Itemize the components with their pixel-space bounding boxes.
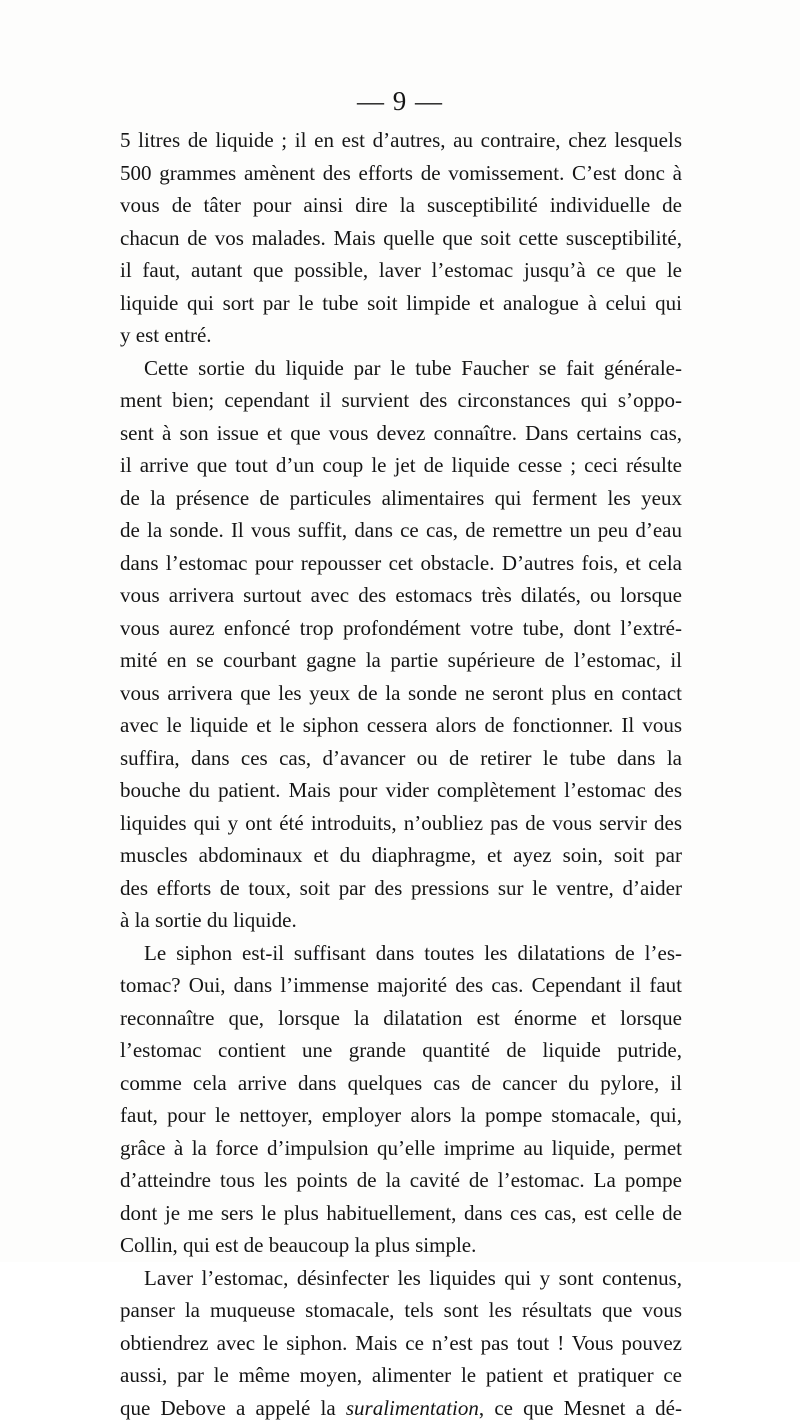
text-line: faut, pour le nettoyer, employer alors la pompe stomacale, qui, bbox=[120, 1099, 682, 1132]
text-line: ment bien; cependant il survient des circonstances qui s’oppo- bbox=[120, 384, 682, 417]
text-line: grâce à la force d’impulsion qu’elle imprime au liquide, permet bbox=[120, 1132, 682, 1165]
text-line-final bbox=[120, 1392, 682, 1424]
text-line: vous arrivera que les yeux de la sonde ne seront plus en contact bbox=[120, 677, 682, 710]
text-line: vous aurez enfoncé trop profondément votre tube, dont l’extré- bbox=[120, 612, 682, 645]
text-line: panser la muqueuse stomacale, tels sont les résultats que vous bbox=[120, 1294, 682, 1327]
text-line: dans l’estomac pour repousser cet obstacle. D’autres fois, et cela bbox=[120, 547, 682, 580]
text-line: obtiendrez avec le siphon. Mais ce n’est pas tout ! Vous pouvez bbox=[120, 1327, 682, 1360]
text-line: liquide qui sort par le tube soit limpide et analogue à celui qui bbox=[120, 287, 682, 320]
text-line: reconnaître que, lorsque la dilatation est énorme et lorsque bbox=[120, 1002, 682, 1035]
text-line: sent à son issue et que vous devez connaître. Dans certains cas, bbox=[120, 417, 682, 450]
text-line: vous de tâter pour ainsi dire la susceptibilité individuelle de bbox=[120, 189, 682, 222]
italic-term: suralimentation bbox=[346, 1396, 479, 1420]
text-line: Laver l’estomac, désinfecter les liquides qui y sont contenus, bbox=[120, 1262, 682, 1295]
text-line: il arrive que tout d’un coup le jet de liquide cesse ; ceci résulte bbox=[120, 449, 682, 482]
text-line: Collin, qui est de beaucoup la plus simple. bbox=[120, 1229, 682, 1262]
text-lines bbox=[120, 124, 682, 1392]
text-line: y est entré. bbox=[120, 319, 682, 352]
page-number: — 9 — bbox=[0, 86, 800, 116]
text-line: vous arrivera surtout avec des estomacs très dilatés, ou lorsque bbox=[120, 579, 682, 612]
text-line: bouche du patient. Mais pour vider complètement l’estomac des bbox=[120, 774, 682, 807]
final-line-end: , ce que Mesnet a dé- bbox=[479, 1396, 682, 1420]
text-line: à la sortie du liquide. bbox=[120, 904, 682, 937]
text-line: de la présence de particules alimentaires qui ferment les yeux bbox=[120, 482, 682, 515]
text-line: d’atteindre tous les points de la cavité de l’estomac. La pompe bbox=[120, 1164, 682, 1197]
final-line-start: que Debove a appelé la bbox=[120, 1396, 346, 1420]
text-line: Le siphon est-il suffisant dans toutes les dilatations de l’es- bbox=[120, 937, 682, 970]
text-line: 5 litres de liquide ; il en est d’autres, au contraire, chez lesquels bbox=[120, 124, 682, 157]
text-line: dont je me sers le plus habituellement, dans ces cas, est celle de bbox=[120, 1197, 682, 1230]
text-line: il faut, autant que possible, laver l’estomac jusqu’à ce que le bbox=[120, 254, 682, 287]
text-line: mité en se courbant gagne la partie supérieure de l’estomac, il bbox=[120, 644, 682, 677]
text-line: chacun de vos malades. Mais quelle que soit cette susceptibilité, bbox=[120, 222, 682, 255]
text-line: l’estomac contient une grande quantité de liquide putride, bbox=[120, 1034, 682, 1067]
text-line: 500 grammes amènent des efforts de vomissement. C’est donc à bbox=[120, 157, 682, 190]
text-line: avec le liquide et le siphon cessera alors de fonctionner. Il vous bbox=[120, 709, 682, 742]
text-line: des efforts de toux, soit par des pressions sur le ventre, d’aider bbox=[120, 872, 682, 905]
text-line: tomac? Oui, dans l’immense majorité des cas. Cependant il faut bbox=[120, 969, 682, 1002]
text-line: aussi, par le même moyen, alimenter le patient et pratiquer ce bbox=[120, 1359, 682, 1392]
text-line: liquides qui y ont été introduits, n’oubliez pas de vous servir des bbox=[120, 807, 682, 840]
text-line: de la sonde. Il vous suffit, dans ce cas, de remettre un peu d’eau bbox=[120, 514, 682, 547]
text-line: comme cela arrive dans quelques cas de cancer du pylore, il bbox=[120, 1067, 682, 1100]
body-text bbox=[120, 124, 682, 1424]
text-line: Cette sortie du liquide par le tube Faucher se fait générale- bbox=[120, 352, 682, 385]
text-line: suffira, dans ces cas, d’avancer ou de retirer le tube dans la bbox=[120, 742, 682, 775]
text-line: muscles abdominaux et du diaphragme, et ayez soin, soit par bbox=[120, 839, 682, 872]
